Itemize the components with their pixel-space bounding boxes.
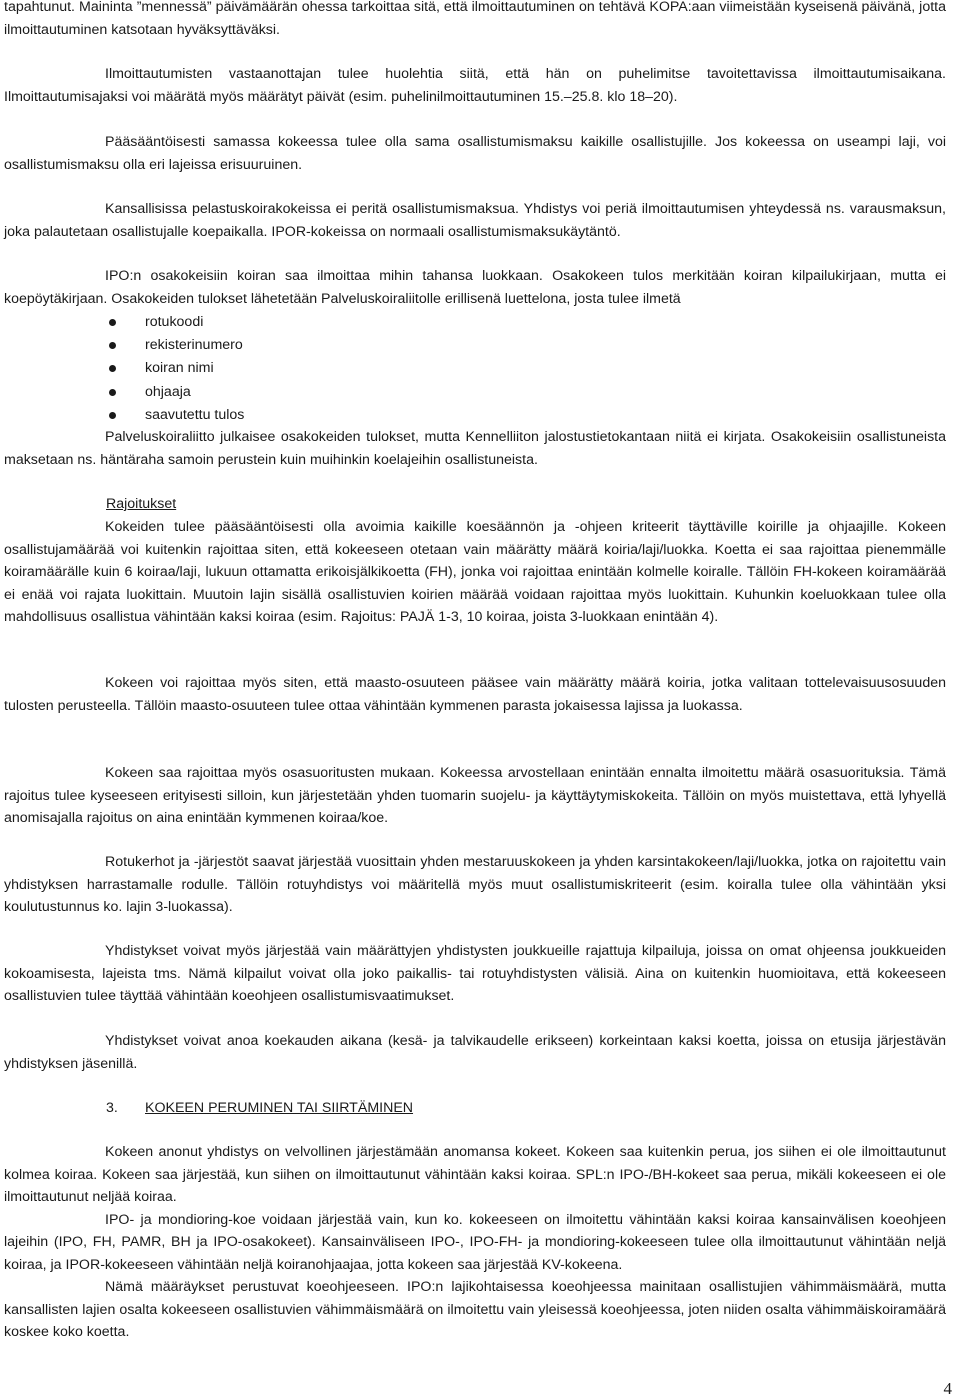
paragraph-restrictions-6: Yhdistykset voivat anoa koekauden aikana (kesä- ja talvikaudelle erikseen) korkeintaan kaksi koetta, joissa on etusija järjestävän yhdistyksen jäsenillä. — [4, 1033, 946, 1072]
paragraph-cancel-3: Nämä määräykset perustuvat koeohjeeseen. IPO:n lajikohtaisessa koeohjeessa mainitaan osallistujien vähimmäismäärä, mutta kansallisten lajien osalta kokeeseen osallistuvien vähimmäismäärä on ilmoitettu vain yleisessä koeohjeessa, joten niiden osalta vähimmäiskoiramäärä koskee koko koetta. — [4, 1279, 946, 1340]
paragraph-cancel-2: IPO- ja mondioring-koe voidaan järjestää vain, kun ko. kokeeseen on ilmoitettu vähintään kaksi koiraa kansainvälisen koeohjeen lajeihin (IPO, FH, PAMR, BH ja IPO-osakokeet). Kansainväliseen IPO-, IPO-FH- ja mondioring-kokeeseen tulee olla ilmoittautunut vähintään neljä koiraa, ja IPOR-kokeeseen vähintään neljä koiranohjaajaa, jotta kokeen saa järjestää KV-kokeena. — [4, 1211, 946, 1273]
paragraph-national: Kansallisissa pelastuskoirakokeissa ei peritä osallistumismaksua. Yhdistys voi periä ilmoittautumisen yhteydessä ns. varausmaksun, joka palautetaan osallistujalle koepaikalla. IPOR-kokeissa on normaali osallistumismaksukäytäntö. — [4, 201, 946, 240]
paragraph-ipo: IPO:n osakokeisiin koiran saa ilmoittaa mihin tahansa luokkaan. Osakokeen tulos merkitään koiran kilpailukirjaan, mutta ei koepöytäkirjaan. Osakokeiden tulokset lähetetään Palveluskoiraliitolle erillisenä luettelona, josta tulee ilmetä — [4, 268, 946, 307]
section-title: KOKEEN PERUMINEN TAI SIIRTÄMINEN — [145, 1100, 414, 1116]
paragraph-fee: Pääsääntöisesti samassa kokeessa tulee olla sama osallistumismaksu kaikille osallistujille. Jos kokeessa on useampi laji, voi osallistumismaksu olla eri lajeissa erisuuruinen. — [4, 134, 946, 173]
paragraph-restrictions-3: Kokeen saa rajoittaa myös osasuoritusten mukaan. Kokeessa arvostellaan enintään ennalta ilmoitettu määrä osasuorituksia. Tämä rajoitus tulee kyseeseen erityisesti silloin, kun järjestetään yhden tuomarin suojelu- ja käyttäytymiskokeita. Tällöin on myös muistettava, että lyhyellä anomisajalla rajoitus on aina enintään kymmenen koiraa/koe. — [4, 765, 946, 826]
heading-rajoitukset: Rajoitukset — [106, 496, 177, 512]
paragraph-ipo-after: Palveluskoiraliitto julkaisee osakokeiden tulokset, mutta Kennelliiton jalostustietokantaan niitä ei kirjata. Osakokeisiin osallistuneista maksetaan ns. häntäraha samoin perustein kuin muihinkin koelajeihin osallistuneista. — [4, 429, 946, 468]
paragraph-restrictions-5: Yhdistykset voivat myös järjestää vain määrättyjen yhdistysten joukkueille rajattuja kilpailuja, joissa on omat ohjeensa joukkueiden kokoamisesta, lajeista tms. Nämä kilpailut voivat olla joko paikallis- tai rotuyhdistysten välisiä. Aina on kuitenkin huomioitava, että kokeeseen osallistuvien tulee täyttää vähintään koeohjeen osallistumisvaatimukset. — [4, 943, 946, 1004]
list-item: saavutettu tulos — [107, 404, 244, 427]
result-fields-list — [107, 311, 244, 427]
paragraph-cancel-1: Kokeen anonut yhdistys on velvollinen järjestämään anomansa kokeet. Kokeen saa kuitenkin perua, jos siihen ei ole ilmoittautunut kolmea koiraa. Kokeen saa järjestää, kun siihen on ilmoittautunut vähintään kaksi koiraa. SPL:n IPO-/BH-kokeet saa perua, mikäli kokeeseen ei ole ilmoittautunut neljää koiraa. — [4, 1144, 946, 1205]
list-item: ohjaaja — [107, 381, 244, 404]
paragraph-restrictions-1: Kokeiden tulee pääsääntöisesti olla avoimia kaikille koesäännön ja -ohjeen kriteerit täyttäville koirille ja ohjaajille. Kokeen osallistujamäärää voi kuitenkin rajoittaa siten, että kokeeseen otetaan vain määrätty määrä koiria/laji/luokka. Koetta ei saa rajoittaa pienemmälle koiramäärälle kuin 6 koiraa/laji, lukuun ottamatta erikoisjälkikoetta (FH), jonka voi rajoittaa enintään kolmelle koiralle. Tällöin FH-kokeen koiramäärää ei enää voi rajata luokittain. Muutoin lajin sisällä osallistuvien koirien määrää voidaan rajoittaa myös luokittain. Kuhunkin koeluokkaan tulee olla mahdollisuus osallistua vähintään kaksi koiraa (esim. Rajoitus: PAJÄ 1-3, 10 koiraa, joista 3-luokkaan enintään 4). — [4, 519, 946, 625]
section-number: 3. — [106, 1100, 118, 1116]
paragraph-intro: tapahtunut. Maininta ”mennessä” päivämäärän ohessa tarkoittaa sitä, että ilmoittautuminen on tehtävä KOPA:aan viimeistään kyseisenä päivänä, jotta ilmoittautuminen katsotaan hyväksyttäväksi. — [4, 0, 946, 38]
list-item: rekisterinumero — [107, 334, 244, 357]
paragraph-receiver: Ilmoittautumisten vastaanottajan tulee huolehtia siitä, että hän on puhelimitse tavoitettavissa ilmoittautumisaikana. Ilmoittautumisajaksi voi määrätä myös määrätyt päivät (esim. puhelinilmoittautuminen 15.–25.8. klo 18–20). — [4, 66, 946, 105]
paragraph-restrictions-4: Rotukerhot ja -järjestöt saavat järjestää vuosittain yhden mestaruuskokeen ja yhden karsintakokeen/laji/luokka, jotka on rajoitettu vain yhdistyksen harrastamalle rodulle. Tällöin rotuyhdistys voi määritellä myös muut osallistumiskriteerit (esim. koiralla tulee olla vähintään yksi koulutustunnus ko. lajin 3-luokassa). — [4, 854, 946, 915]
list-item: koiran nimi — [107, 357, 244, 380]
section-heading — [106, 1097, 413, 1120]
section-cancel-body — [4, 1141, 946, 1344]
page-number: 4 — [943, 1379, 952, 1398]
paragraph-restrictions-2: Kokeen voi rajoittaa myös siten, että maasto-osuuteen pääsee vain määrätty määrä koiria, jotka valitaan tottelevaisuusosuuden tulosten perusteella. Tällöin maasto-osuuteen tulee ottaa vähintään kymmenen parasta jokaisessa lajissa ja luokassa. — [4, 675, 946, 714]
list-item: rotukoodi — [107, 311, 244, 334]
